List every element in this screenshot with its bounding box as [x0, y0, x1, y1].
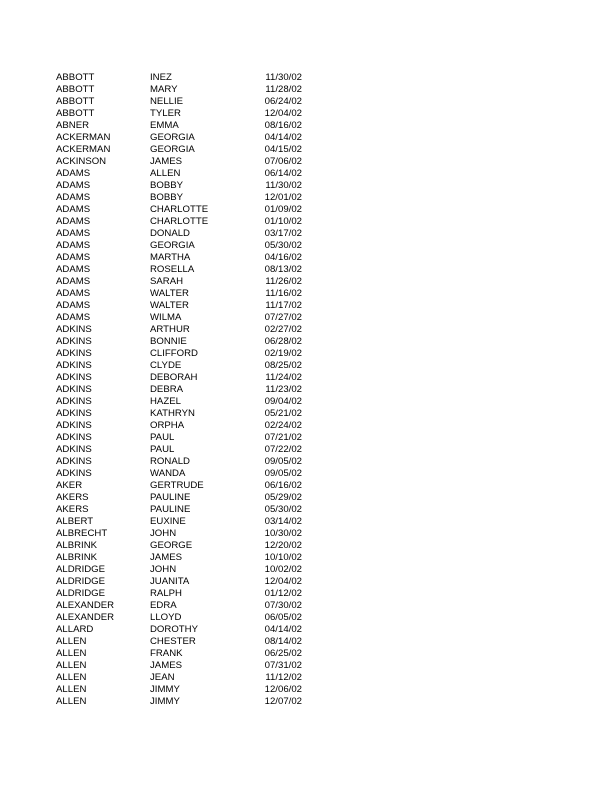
- first-name: JUANITA: [150, 576, 190, 587]
- last-name: ALLEN: [56, 660, 87, 671]
- list-item: [56, 216, 306, 228]
- date: 08/16/02: [264, 120, 302, 131]
- last-name: ADKINS: [56, 456, 92, 467]
- last-name: ALLEN: [56, 684, 87, 695]
- list-item: [56, 696, 306, 708]
- first-name: NELLIE: [150, 96, 184, 107]
- last-name: ALBERT: [56, 516, 94, 527]
- first-name: DONALD: [150, 228, 190, 239]
- first-name: BONNIE: [150, 336, 187, 347]
- last-name: ADKINS: [56, 432, 92, 443]
- first-name: RONALD: [150, 456, 190, 467]
- last-name: ALLEN: [56, 696, 87, 707]
- last-name: ALLEN: [56, 672, 87, 683]
- last-name: ALEXANDER: [56, 612, 115, 623]
- date: 06/05/02: [264, 612, 302, 623]
- first-name: CLYDE: [150, 360, 182, 371]
- first-name: WALTER: [150, 300, 189, 311]
- list-item: [56, 588, 306, 600]
- list-item: [56, 444, 306, 456]
- list-item: [56, 360, 306, 372]
- first-name: MARY: [150, 84, 178, 95]
- list-item: [56, 420, 306, 432]
- first-name: GEORGE: [150, 540, 193, 551]
- first-name: JOHN: [150, 528, 177, 539]
- first-name: JAMES: [150, 660, 182, 671]
- last-name: ADKINS: [56, 336, 92, 347]
- first-name: ALLEN: [150, 168, 181, 179]
- first-name: BOBBY: [150, 192, 184, 203]
- date: 02/27/02: [264, 324, 302, 335]
- first-name: SARAH: [150, 276, 184, 287]
- list-item: [56, 492, 306, 504]
- date: 02/19/02: [264, 348, 302, 359]
- first-name: HAZEL: [150, 396, 181, 407]
- first-name: INEZ: [150, 72, 172, 83]
- date: 12/04/02: [264, 576, 302, 587]
- date: 07/31/02: [264, 660, 302, 671]
- list-item: [56, 300, 306, 312]
- last-name: ABNER: [56, 120, 90, 131]
- list-item: [56, 684, 306, 696]
- list-item: [56, 600, 306, 612]
- list-item: [56, 660, 306, 672]
- first-name: LLOYD: [150, 612, 182, 623]
- list-item: [56, 672, 306, 684]
- last-name: ADAMS: [56, 240, 91, 251]
- last-name: ALLARD: [56, 624, 94, 635]
- date: 10/30/02: [264, 528, 302, 539]
- date: 04/15/02: [264, 144, 302, 155]
- list-item: [56, 612, 306, 624]
- last-name: ADAMS: [56, 300, 91, 311]
- first-name: BOBBY: [150, 180, 184, 191]
- date: 12/04/02: [264, 108, 302, 119]
- last-name: AKERS: [56, 504, 89, 515]
- date: 05/29/02: [264, 492, 302, 503]
- first-name: EUXINE: [150, 516, 186, 527]
- list-item: [56, 312, 306, 324]
- date: 12/07/02: [264, 696, 302, 707]
- date: 05/30/02: [264, 240, 302, 251]
- last-name: AKER: [56, 480, 83, 491]
- last-name: ADKINS: [56, 372, 92, 383]
- list-item: [56, 144, 306, 156]
- first-name: JOHN: [150, 564, 177, 575]
- last-name: ADKINS: [56, 420, 92, 431]
- date: 04/16/02: [264, 252, 302, 263]
- last-name: ADAMS: [56, 192, 91, 203]
- first-name: DOROTHY: [150, 624, 198, 635]
- list-item: [56, 336, 306, 348]
- first-name: CLIFFORD: [150, 348, 198, 359]
- date: 07/30/02: [264, 600, 302, 611]
- list-item: [56, 204, 306, 216]
- list-item: [56, 540, 306, 552]
- last-name: ADKINS: [56, 360, 92, 371]
- date: 01/12/02: [264, 588, 302, 599]
- first-name: EDRA: [150, 600, 177, 611]
- date: 03/14/02: [264, 516, 302, 527]
- list-item: [56, 84, 306, 96]
- last-name: ADAMS: [56, 312, 91, 323]
- list-item: [56, 120, 306, 132]
- date: 06/25/02: [264, 648, 302, 659]
- list-item: [56, 168, 306, 180]
- list-item: [56, 180, 306, 192]
- list-item: [56, 108, 306, 120]
- first-name: PAUL: [150, 444, 175, 455]
- list-item: [56, 348, 306, 360]
- list-item: [56, 240, 306, 252]
- date: 08/14/02: [264, 636, 302, 647]
- date: 11/23/02: [265, 384, 302, 395]
- last-name: ADAMS: [56, 228, 91, 239]
- last-name: ALDRIDGE: [56, 564, 106, 575]
- list-item: [56, 372, 306, 384]
- last-name: ADAMS: [56, 276, 91, 287]
- last-name: ADKINS: [56, 396, 92, 407]
- last-name: ALBRINK: [56, 540, 98, 551]
- list-item: [56, 456, 306, 468]
- list-item: [56, 576, 306, 588]
- list-item: [56, 408, 306, 420]
- last-name: ADAMS: [56, 264, 91, 275]
- date: 05/21/02: [264, 408, 302, 419]
- first-name: GERTRUDE: [150, 480, 204, 491]
- first-name: CHESTER: [150, 636, 196, 647]
- last-name: ALLEN: [56, 648, 87, 659]
- list-item: [56, 432, 306, 444]
- list-item: [56, 72, 306, 84]
- first-name: PAULINE: [150, 504, 191, 515]
- date: 06/24/02: [264, 96, 302, 107]
- date: 11/30/02: [265, 72, 302, 83]
- list-item: [56, 504, 306, 516]
- date: 11/28/02: [265, 84, 302, 95]
- list-item: [56, 528, 306, 540]
- list-item: [56, 624, 306, 636]
- list-item: [56, 132, 306, 144]
- first-name: WILMA: [150, 312, 182, 323]
- list-item: [56, 384, 306, 396]
- date: 03/17/02: [264, 228, 302, 239]
- last-name: ABBOTT: [56, 108, 95, 119]
- last-name: ADKINS: [56, 468, 92, 479]
- list-item: [56, 276, 306, 288]
- last-name: ADAMS: [56, 288, 91, 299]
- last-name: ABBOTT: [56, 72, 95, 83]
- date: 01/10/02: [264, 216, 302, 227]
- list-item: [56, 396, 306, 408]
- first-name: ARTHUR: [150, 324, 190, 335]
- last-name: ALBRECHT: [56, 528, 108, 539]
- first-name: JIMMY: [150, 696, 180, 707]
- last-name: ADAMS: [56, 204, 91, 215]
- first-name: MARTHA: [150, 252, 191, 263]
- last-name: ADAMS: [56, 168, 91, 179]
- first-name: PAUL: [150, 432, 175, 443]
- date: 05/30/02: [264, 504, 302, 515]
- list-item: [56, 516, 306, 528]
- date: 11/24/02: [265, 372, 302, 383]
- last-name: ABBOTT: [56, 96, 95, 107]
- date: 11/16/02: [265, 288, 302, 299]
- last-name: ACKINSON: [56, 156, 107, 167]
- last-name: ALLEN: [56, 636, 87, 647]
- first-name: GEORGIA: [150, 132, 195, 143]
- last-name: ADKINS: [56, 384, 92, 395]
- first-name: DEBORAH: [150, 372, 198, 383]
- list-item: [56, 480, 306, 492]
- list-item: [56, 648, 306, 660]
- date: 11/30/02: [265, 180, 302, 191]
- date: 06/16/02: [264, 480, 302, 491]
- date: 07/06/02: [264, 156, 302, 167]
- first-name: CHARLOTTE: [150, 216, 209, 227]
- date: 11/17/02: [265, 300, 302, 311]
- list-item: [56, 192, 306, 204]
- first-name: RALPH: [150, 588, 182, 599]
- first-name: JAMES: [150, 156, 182, 167]
- last-name: ADKINS: [56, 408, 92, 419]
- last-name: ADKINS: [56, 444, 92, 455]
- date: 10/10/02: [264, 552, 302, 563]
- date: 04/14/02: [264, 624, 302, 635]
- first-name: CHARLOTTE: [150, 204, 209, 215]
- list-item: [56, 252, 306, 264]
- list-item: [56, 564, 306, 576]
- last-name: AKERS: [56, 492, 89, 503]
- date: 12/20/02: [264, 540, 302, 551]
- first-name: ROSELLA: [150, 264, 195, 275]
- last-name: ABBOTT: [56, 84, 95, 95]
- first-name: DEBRA: [150, 384, 184, 395]
- first-name: JAMES: [150, 552, 182, 563]
- first-name: KATHRYN: [150, 408, 195, 419]
- date: 06/28/02: [264, 336, 302, 347]
- list-item: [56, 156, 306, 168]
- date: 09/05/02: [264, 468, 302, 479]
- first-name: EMMA: [150, 120, 179, 131]
- date: 06/14/02: [264, 168, 302, 179]
- last-name: ALEXANDER: [56, 600, 115, 611]
- last-name: ADKINS: [56, 348, 92, 359]
- first-name: JEAN: [150, 672, 175, 683]
- list-item: [56, 468, 306, 480]
- date: 12/06/02: [264, 684, 302, 695]
- date: 07/21/02: [264, 432, 302, 443]
- name-date-list: [56, 72, 306, 708]
- date: 02/24/02: [264, 420, 302, 431]
- last-name: ALDRIDGE: [56, 588, 106, 599]
- first-name: WALTER: [150, 288, 189, 299]
- first-name: FRANK: [150, 648, 183, 659]
- first-name: JIMMY: [150, 684, 180, 695]
- list-item: [56, 552, 306, 564]
- date: 12/01/02: [264, 192, 302, 203]
- first-name: ORPHA: [150, 420, 185, 431]
- list-item: [56, 96, 306, 108]
- date: 09/04/02: [264, 396, 302, 407]
- date: 11/12/02: [265, 672, 302, 683]
- first-name: PAULINE: [150, 492, 191, 503]
- first-name: GEORGIA: [150, 144, 195, 155]
- list-item: [56, 264, 306, 276]
- date: 11/26/02: [265, 276, 302, 287]
- last-name: ACKERMAN: [56, 132, 111, 143]
- last-name: ALBRINK: [56, 552, 98, 563]
- last-name: ALDRIDGE: [56, 576, 106, 587]
- date: 08/25/02: [264, 360, 302, 371]
- last-name: ADAMS: [56, 180, 91, 191]
- last-name: ADKINS: [56, 324, 92, 335]
- date: 10/02/02: [264, 564, 302, 575]
- list-item: [56, 228, 306, 240]
- date: 09/05/02: [264, 456, 302, 467]
- date: 08/13/02: [264, 264, 302, 275]
- date: 07/22/02: [264, 444, 302, 455]
- date: 07/27/02: [264, 312, 302, 323]
- first-name: WANDA: [150, 468, 186, 479]
- list-item: [56, 288, 306, 300]
- list-item: [56, 324, 306, 336]
- last-name: ADAMS: [56, 252, 91, 263]
- list-item: [56, 636, 306, 648]
- last-name: ADAMS: [56, 216, 91, 227]
- date: 04/14/02: [264, 132, 302, 143]
- last-name: ACKERMAN: [56, 144, 111, 155]
- first-name: GEORGIA: [150, 240, 195, 251]
- first-name: TYLER: [150, 108, 181, 119]
- date: 01/09/02: [264, 204, 302, 215]
